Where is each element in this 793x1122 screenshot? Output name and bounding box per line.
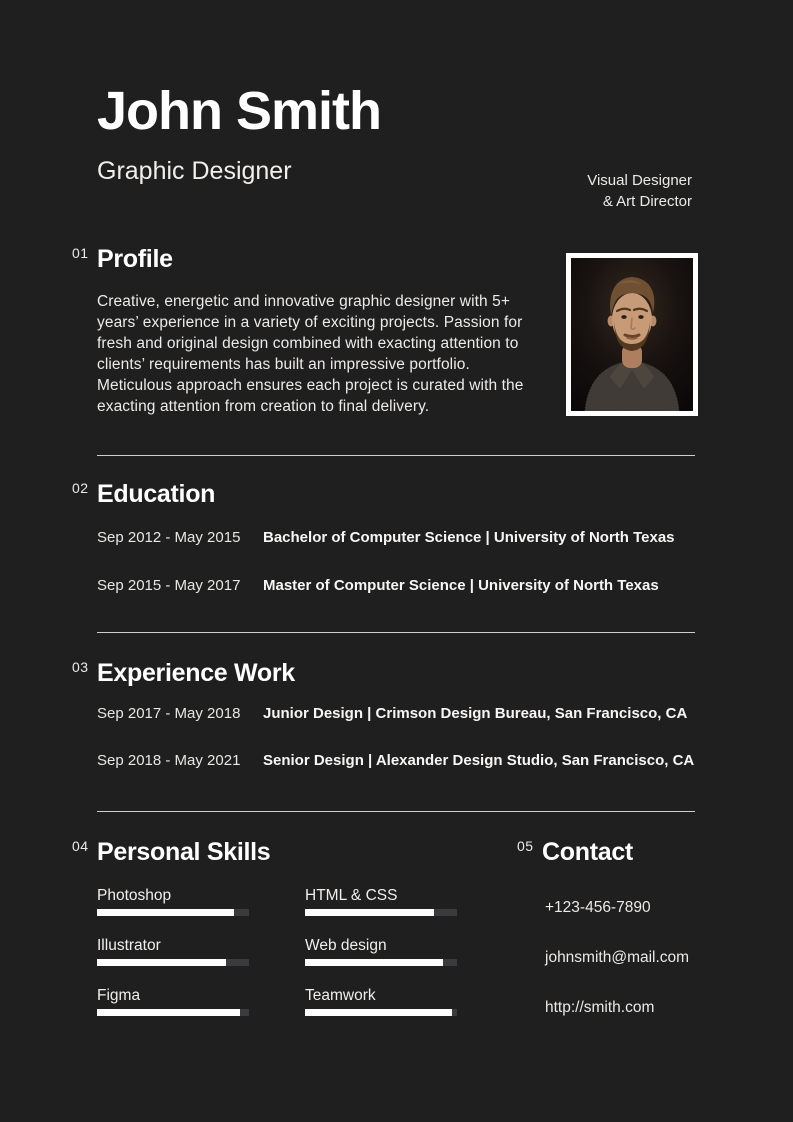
section-profile [72, 244, 695, 417]
skill-bar-track [97, 1009, 249, 1016]
skill-bar-fill [305, 909, 434, 916]
section-number: 03 [72, 659, 89, 675]
skill-label: Web design [305, 937, 387, 954]
experience-row [97, 752, 695, 770]
section-title: Education [97, 480, 216, 508]
skill-bar-fill [305, 1009, 452, 1016]
section-title: Experience Work [97, 659, 295, 687]
experience-detail: Junior Design | Crimson Design Bureau, San Francisco, CA [263, 705, 688, 722]
tagline-line-1: Visual Designer [587, 172, 692, 189]
skill-label: Teamwork [305, 987, 376, 1004]
education-period: Sep 2015 - May 2017 [97, 577, 241, 594]
experience-period: Sep 2018 - May 2021 [97, 752, 241, 769]
education-row [97, 577, 695, 595]
skill-item [305, 987, 457, 1016]
section-number: 05 [517, 838, 534, 854]
skill-label: Figma [97, 987, 141, 1004]
tagline-line-2: & Art Director [602, 193, 692, 210]
skill-item [97, 937, 249, 966]
skills-grid [97, 887, 517, 1016]
portrait-photo [566, 253, 698, 416]
section-title: Profile [97, 245, 173, 273]
section-number: 01 [72, 245, 89, 261]
education-rows [97, 529, 695, 595]
portrait-illustration [571, 258, 693, 411]
profile-text: Creative, energetic and innovative graphic designer with 5+ years’ experience in a variety of exciting projects. Passion for fresh and original design combined with exacting attention to clients’ requirements has built an impressive portfolio. Meticulous approach ensures each project is curated with the exacting attention from creation to final delivery. [97, 293, 524, 415]
bottom-columns [72, 837, 695, 1049]
section-title: Contact [542, 838, 633, 866]
skill-item [97, 887, 249, 916]
header [72, 81, 695, 210]
contact-email[interactable]: johnsmith@mail.com [545, 949, 690, 966]
skill-bar-fill [305, 959, 443, 966]
skill-bar-fill [97, 959, 226, 966]
skill-item [305, 887, 457, 916]
skill-bar-fill [97, 909, 234, 916]
section-skills [72, 837, 517, 1049]
contact-phone[interactable]: +123-456-7890 [545, 899, 651, 916]
skill-label: Photoshop [97, 887, 172, 904]
skill-item [305, 937, 457, 966]
skill-bar-track [305, 909, 457, 916]
section-title: Personal Skills [97, 838, 271, 866]
education-detail: Bachelor of Computer Science | University of North Texas [263, 529, 675, 546]
experience-rows [97, 705, 695, 770]
contact-website[interactable]: http://smith.com [545, 999, 655, 1016]
experience-heading [72, 658, 695, 688]
education-detail: Master of Computer Science | University of North Texas [263, 577, 659, 594]
tagline [587, 170, 692, 212]
section-experience [72, 658, 695, 770]
skill-bar-fill [97, 1009, 240, 1016]
divider [97, 632, 695, 633]
skill-bar-track [97, 909, 249, 916]
contact-items [545, 899, 695, 1017]
section-number: 02 [72, 480, 89, 496]
education-period: Sep 2012 - May 2015 [97, 529, 241, 546]
experience-period: Sep 2017 - May 2018 [97, 705, 241, 722]
section-contact [517, 837, 695, 1049]
divider [97, 811, 695, 812]
section-education [72, 479, 695, 595]
divider [97, 455, 695, 456]
skill-bar-track [305, 1009, 457, 1016]
contact-heading [517, 837, 695, 867]
skill-bar-track [97, 959, 249, 966]
experience-row [97, 705, 695, 723]
experience-detail: Senior Design | Alexander Design Studio, San Francisco, CA [263, 752, 695, 769]
education-row [97, 529, 695, 547]
skill-bar-track [305, 959, 457, 966]
education-heading [72, 479, 695, 509]
skill-label: Illustrator [97, 937, 161, 954]
skills-heading [72, 837, 517, 867]
person-name: John Smith [97, 81, 381, 141]
skill-item [97, 987, 249, 1016]
section-number: 04 [72, 838, 89, 854]
skill-label: HTML & CSS [305, 887, 398, 904]
job-title: Graphic Designer [97, 157, 292, 185]
